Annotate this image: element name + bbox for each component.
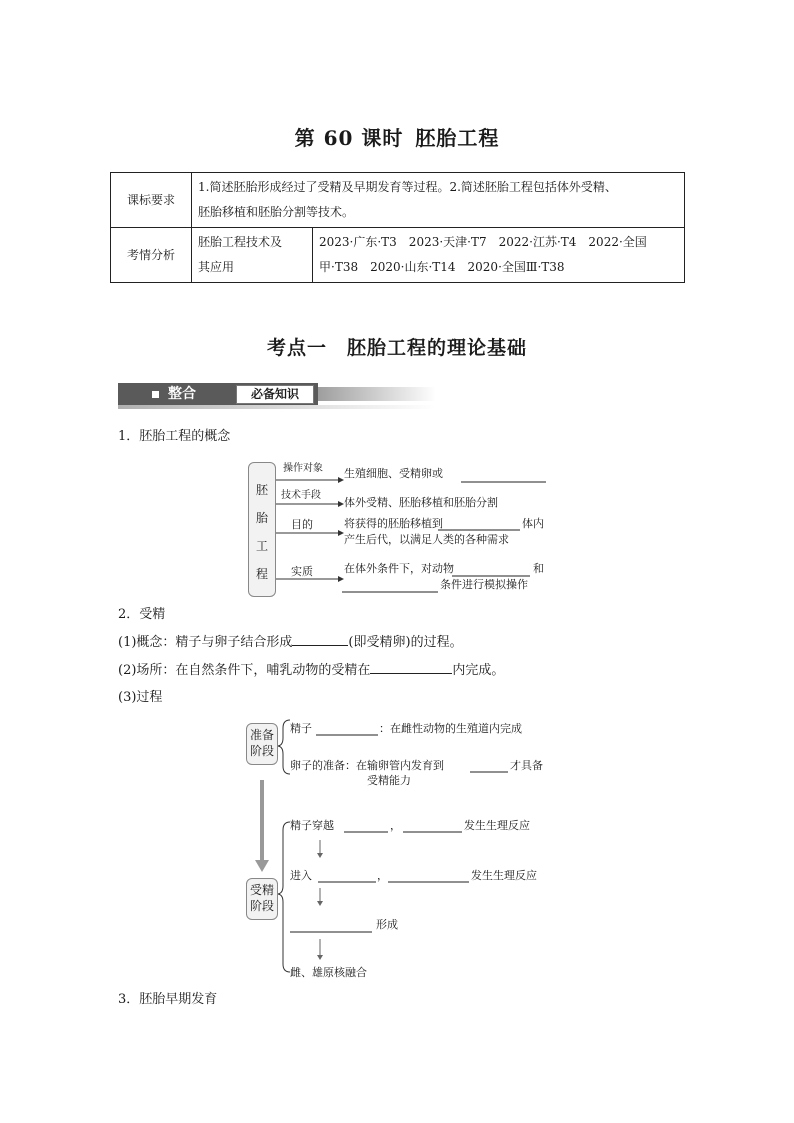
lesson-number: 第 60 课时 xyxy=(294,126,404,150)
requirement-line-1: 1.简述胚胎形成经过了受精及早期发育等过程。2.简述胚胎工程包括体外受精、 xyxy=(198,180,617,194)
concept-blank xyxy=(292,633,348,646)
branch-text-essence-1: 在体外条件下，对动物 xyxy=(344,562,454,575)
banner-main-label: 整合 xyxy=(168,386,196,402)
box-char-3: 工 xyxy=(256,539,269,553)
step2-c: 发生生理反应 xyxy=(471,869,537,882)
concept-text-b: (即受精卵)的过程。 xyxy=(348,635,463,650)
table-head-requirement: 课标要求 xyxy=(111,173,192,228)
exam-line-2: 甲·T38 2020·山东·T14 2020·全国Ⅲ·T38 xyxy=(319,260,565,274)
lesson-topic: 胚胎工程 xyxy=(415,126,500,150)
branch-text-essence-2: 条件进行模拟操作 xyxy=(440,578,528,591)
preparation-stage-box xyxy=(246,723,278,765)
step4: 雌、雄原核融合 xyxy=(290,966,367,979)
fertilization-place xyxy=(118,661,504,680)
analysis-topic-line-1: 胚胎工程技术及 xyxy=(198,235,283,249)
box-char-4: 程 xyxy=(256,567,269,581)
step2-b: ， xyxy=(377,869,388,882)
prep-sperm-b: ：在雌性动物的生殖道内完成 xyxy=(379,722,522,735)
branch-text-object: 生殖细胞、受精卵或 xyxy=(344,467,443,480)
branch-label-object: 操作对象 xyxy=(283,463,323,474)
place-blank xyxy=(370,661,452,674)
fertilization-concept xyxy=(118,633,463,652)
fert-stage-line-2: 阶段 xyxy=(250,899,275,913)
analysis-topic-line-2: 其应用 xyxy=(198,260,235,274)
fertilization-process: (3)过程 xyxy=(118,690,163,705)
branch-text-purpose-1: 将获得的胚胎移植到 xyxy=(344,517,443,530)
fert-stage-line-1: 受精 xyxy=(250,883,275,897)
table-head-analysis: 考情分析 xyxy=(111,228,192,283)
step3-c: 形成 xyxy=(376,918,398,931)
section-title: 考点一 胚胎工程的理论基础 xyxy=(266,337,527,359)
prep-egg-c: 受精能力 xyxy=(367,774,411,787)
place-text-b: 内完成。 xyxy=(452,663,505,678)
prep-stage-line-1: 准备 xyxy=(250,728,275,742)
embryo-engineering-box xyxy=(248,462,276,597)
box-char-1: 胚 xyxy=(256,483,269,497)
requirement-line-2: 胚胎移植和胚胎分割等技术。 xyxy=(198,205,355,219)
branch-text-essence-and: 和 xyxy=(533,562,544,575)
concept-text-a: (1)概念：精子与卵子结合形成 xyxy=(118,635,293,650)
item-2-heading: 2．受精 xyxy=(118,607,166,622)
prep-egg-b: 才具备 xyxy=(510,759,543,772)
step1-a: 精子穿越 xyxy=(290,819,334,832)
exam-line-1: 2023·广东·T3 2023·天津·T7 2022·江苏·T4 2022·全国 xyxy=(319,235,647,249)
box-char-2: 胎 xyxy=(256,511,269,525)
fertilization-stage-box xyxy=(246,878,278,920)
branch-text-technique: 体外受精、胚胎移植和胚胎分割 xyxy=(344,496,498,509)
branch-text-purpose-end: 体内 xyxy=(522,517,544,530)
prep-egg-a: 卵子的准备：在输卵管内发育到 xyxy=(290,759,444,772)
branch-label-technique: 技术手段 xyxy=(281,490,321,501)
prep-sperm-a: 精子 xyxy=(290,722,312,735)
branch-label-purpose: 目的 xyxy=(291,518,313,531)
item-3-heading: 3．胚胎早期发育 xyxy=(118,992,218,1007)
item-1-heading: 1．胚胎工程的概念 xyxy=(118,429,231,444)
step2-a: 进入 xyxy=(290,869,312,882)
place-text-a: (2)场所：在自然条件下，哺乳动物的受精在 xyxy=(118,663,371,678)
branch-text-purpose-2: 产生后代，以满足人类的各种需求 xyxy=(344,533,509,546)
branch-label-essence: 实质 xyxy=(291,565,313,578)
banner-sub-label: 必备知识 xyxy=(236,385,314,404)
step1-b: ， xyxy=(390,819,401,832)
prep-stage-line-2: 阶段 xyxy=(250,744,275,758)
step1-c: 发生生理反应 xyxy=(464,819,530,832)
